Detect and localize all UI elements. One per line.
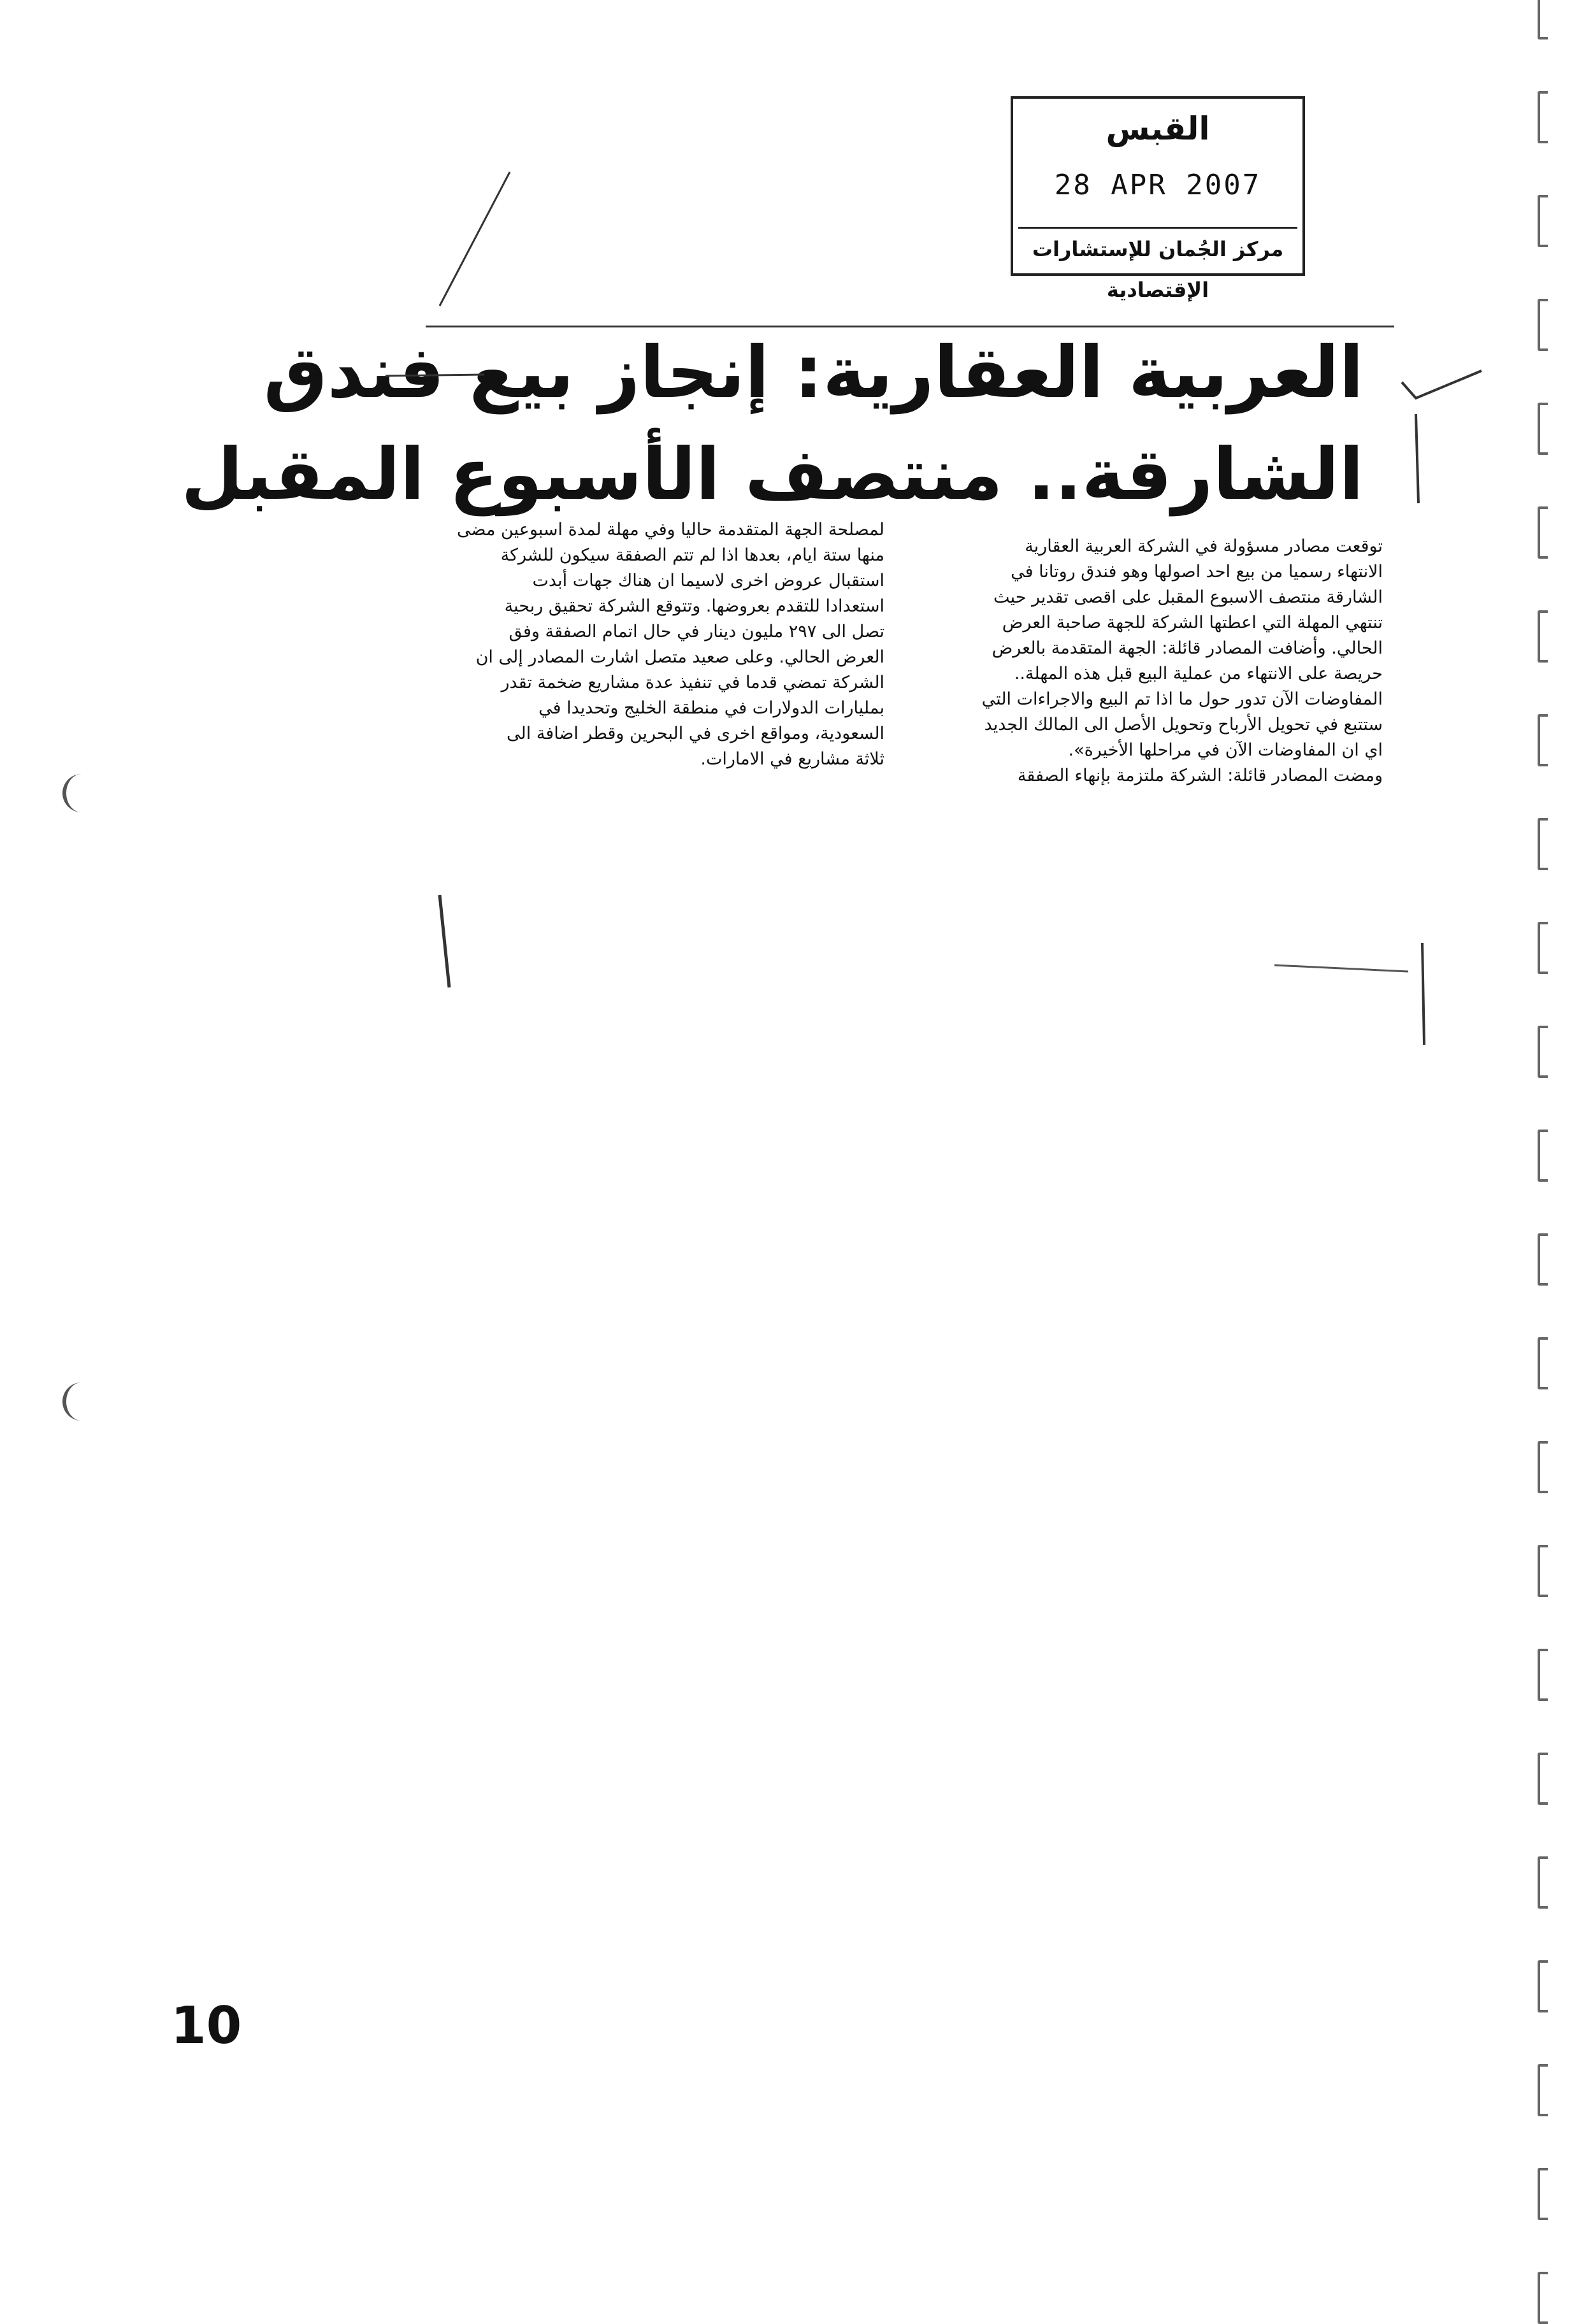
page-number: 10 [171,1996,242,2055]
article-line: لمصلحة الجهة المتقدمة حاليا وفي مهلة لمدة اسبوعين مضى [457,520,884,540]
binder-hole [1538,403,1548,455]
article-line: ومضت المصادر قائلة: الشركة ملتزمة بإنهاء الصفقة [1017,766,1383,785]
article-line: بمليارات الدولارات في منطقة الخليج وتحديدا في [538,698,884,718]
binder-hole [1538,1960,1548,2012]
binder-hole [1538,610,1548,663]
binder-hole [1538,506,1548,559]
article-line: الشارقة منتصف الاسبوع المقبل على اقصى تقدير حيث [993,587,1383,607]
article-line: استعدادا للتقدم بعروضها. وتتوقع الشركة تحقيق ربحية [504,596,884,616]
article-column-left [408,517,884,772]
article-line: ستتبع في تحويل الأرباح وتحويل الأصل الى المالك الجديد [984,715,1383,735]
binder-hole [1538,1026,1548,1078]
article-line: ثلاثة مشاريع في الامارات. [700,749,884,769]
article-line: الشركة تمضي قدما في تنفيذ عدة مشاريع ضخمة تقدر [501,673,884,692]
article-line: توقعت مصادر مسؤولة في الشركة العربية العقارية [1025,536,1383,556]
article-line: العرض الحالي. وعلى صعيد متصل اشارت المصادر إلى ان [475,647,884,667]
stamp-date: 28 APR 2007 [1054,169,1262,201]
binder-hole [1538,91,1548,143]
article-line: المفاوضات الآن تدور حول ما اذا تم البيع والاجراءات التي [981,689,1383,709]
article-line: منها ستة ايام، بعدها اذا لم تتم الصفقة سيكون للشركة [500,545,884,565]
punch-mark [62,774,85,812]
binder-hole [1538,1753,1548,1805]
binder-hole [1538,1337,1548,1389]
checkmark [1402,371,1482,398]
binder-hole [1538,2064,1548,2116]
article-line: الانتهاء رسميا من بيع احد اصولها وهو فندق روتانا في [1011,562,1383,582]
header-rule [426,326,1394,327]
stamp-organization: مركز الجُمان للإستشارات الإقتصادية [1018,227,1297,269]
newspaper-date-stamp [1011,96,1305,302]
pen-stroke [440,172,510,306]
binder-hole [1538,1130,1548,1182]
article-line: تنتهي المهلة التي اعطتها الشركة للجهة صاحبة العرض [1002,613,1383,633]
binder-hole [1538,1233,1548,1286]
binder-hole [1538,1441,1548,1493]
binder-hole [1538,1856,1548,1909]
stamp-logo: القبس [1106,110,1210,147]
binder-hole [1538,1649,1548,1701]
pen-stroke [440,895,449,987]
binder-hole [1538,0,1548,39]
article-line: تصل الى ٢٩٧ مليون دينار في حال اتمام الصفقة وفق [508,622,884,642]
pen-stroke [1416,414,1418,503]
binder-hole [1538,922,1548,974]
headline-line-2: الشارقة.. منتصف الأسبوع المقبل [181,433,1364,516]
binder-hole [1538,1545,1548,1597]
article-line: حريصة على الانتهاء من عملية البيع قبل هذه المهلة.. [1014,664,1383,684]
pen-stroke [1422,943,1424,1045]
binder-hole [1538,299,1548,351]
binder-hole [1538,714,1548,766]
binder-hole [1538,2272,1548,2324]
headline-line-1: العربية العقارية: إنجاز بيع فندق [263,331,1364,414]
article-line: استقبال عروض اخرى لاسيما ان هناك جهات أبدت [532,571,884,591]
binder-hole [1538,195,1548,247]
article-line: اي ان المفاوضات الآن في مراحلها الأخيرة». [1068,740,1383,760]
pen-stroke [1274,965,1408,972]
article-column-right [906,534,1383,789]
article-line: السعودية، ومواقع اخرى في البحرين وقطر اضافة الى [507,724,884,743]
binder-holes [1532,0,1558,2226]
binder-hole [1538,818,1548,870]
binder-hole [1538,2168,1548,2220]
article-line: الحالي. وأضافت المصادر قائلة: الجهة المتقدمة بالعرض [992,638,1383,658]
punch-mark [62,1382,85,1421]
